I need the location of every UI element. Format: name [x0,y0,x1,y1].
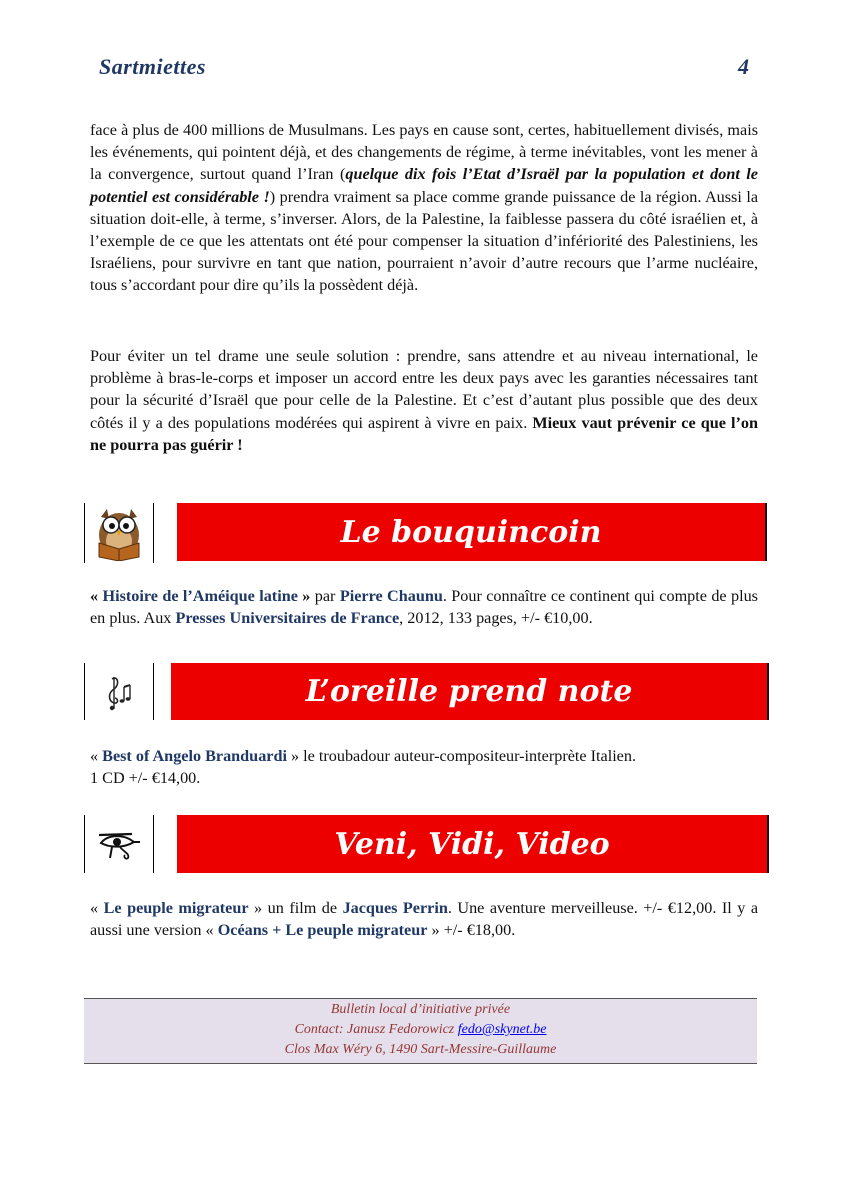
contact-label: Contact: Janusz Fedorowicz [294,1022,458,1037]
quote-mark: « [90,899,104,917]
book-author: Pierre Chaunu [339,587,443,605]
page-number: 4 [738,54,749,79]
paragraph-text: face à plus de 400 millions de Musulmans. Les pays en cause sont, certes, habituellement divisés, mais les événements, qui pointent déjà, et des changements de régime, à terme inévitables, vont les mener à la convergence, surtout quand l’Iran ( [90,121,758,184]
eye-of-horus-icon [96,828,142,860]
footer-contact [84,1020,757,1040]
owl-reading-icon [91,505,147,561]
quote-mark: » [248,899,263,917]
email-link[interactable]: fedo@skynet.be [457,1022,547,1037]
music-line-1 [90,745,758,767]
quote-mark: » [297,587,311,605]
album-title: Best of Angelo Branduardi [102,747,287,765]
body-text: . Pour connaître ce continent qui compte de plus en plus. Aux [90,587,758,628]
quote-mark: « [90,747,103,765]
body-text: un film de [262,899,343,917]
music-section-icon-box [84,663,154,720]
footer-address: Clos Max Wéry 6, 1490 Sart-Messire-Guillaume [284,1042,557,1057]
book-title: Histoire de l’Améique latine [102,587,298,605]
body-text: , 2012, 133 pages, +/- €10,00. [399,609,593,628]
book-publisher: Presses Universitaires de France [175,609,400,628]
publication-title: Sartmiettes [99,54,206,79]
music-section-title: L’oreille prend note [305,674,633,709]
body-text: . Une aventure merveilleuse. +/- €12,00. Il y a aussi une version « [90,899,759,940]
video-section-title: Veni, Vidi, Video [334,826,610,862]
film-director: Jacques Perrin [342,899,448,917]
music-line-2: 1 CD +/- €14,00. [90,769,201,788]
quote-mark: « [90,587,103,605]
quote-mark: » [286,747,300,765]
emphasized-text: quelque dix fois l’Etat d’Israël par la population et dont le potentiel est considérable ! [90,165,758,206]
books-section-banner [177,503,767,561]
paragraph-text: ) prendra vraiment sa place comme grande puissance de la région. Aussi la situation doit-elle, à terme, s’inverser. Alors, de la Palestine, la faiblesse passera du côté israélien et, à l’exemple de ce que les attentats ont été pour compenser la situation d’infériorité des Palestiniens, les Israéliens, pour survivre en tant que nation, pourraient n’avoir d’autre recours que l’arme nucléaire, tous s’accordant pour dire qu’ils la possèdent déjà. [90,187,759,295]
conclusion-text: Mieux vaut prévenir ce que l’on ne pourra pas guérir ! [90,413,758,454]
body-text: le troubadour auteur-compositeur-interprète Italien. [299,747,637,765]
music-section-text [90,745,758,789]
film-title-2: Océans + Le peuple migrateur [217,921,428,940]
body-text: » +/- €18,00. [427,921,516,940]
books-section-title: Le bouquincoin [340,514,602,550]
paragraph-text: Pour éviter un tel drame une seule solution : prendre, sans attendre et au niveau international, le problème à bras-le-corps et imposer un accord entre les deux pays avec les garanties nécessaires tant pour la sécurité d’Israël que pour celle de la Palestine. Et c’est d’autant plus possible que des deux côtés il y a des populations modérées qui aspirent à vivre en paix. [90,347,758,432]
footer-line-1: Bulletin local d’initiative privée [330,1002,511,1017]
video-section-icon-box [84,815,154,873]
article-paragraph-2 [90,345,758,456]
body-text: par [310,587,340,605]
books-section-text [90,585,758,629]
music-section-banner [171,663,769,720]
music-notes-icon [102,673,136,711]
footer-box [84,998,757,1064]
books-section-icon-box [84,503,154,563]
video-section-banner [177,815,769,873]
film-title: Le peuple migrateur [103,899,249,917]
video-section-text [90,897,758,941]
article-paragraph-1 [90,119,758,297]
